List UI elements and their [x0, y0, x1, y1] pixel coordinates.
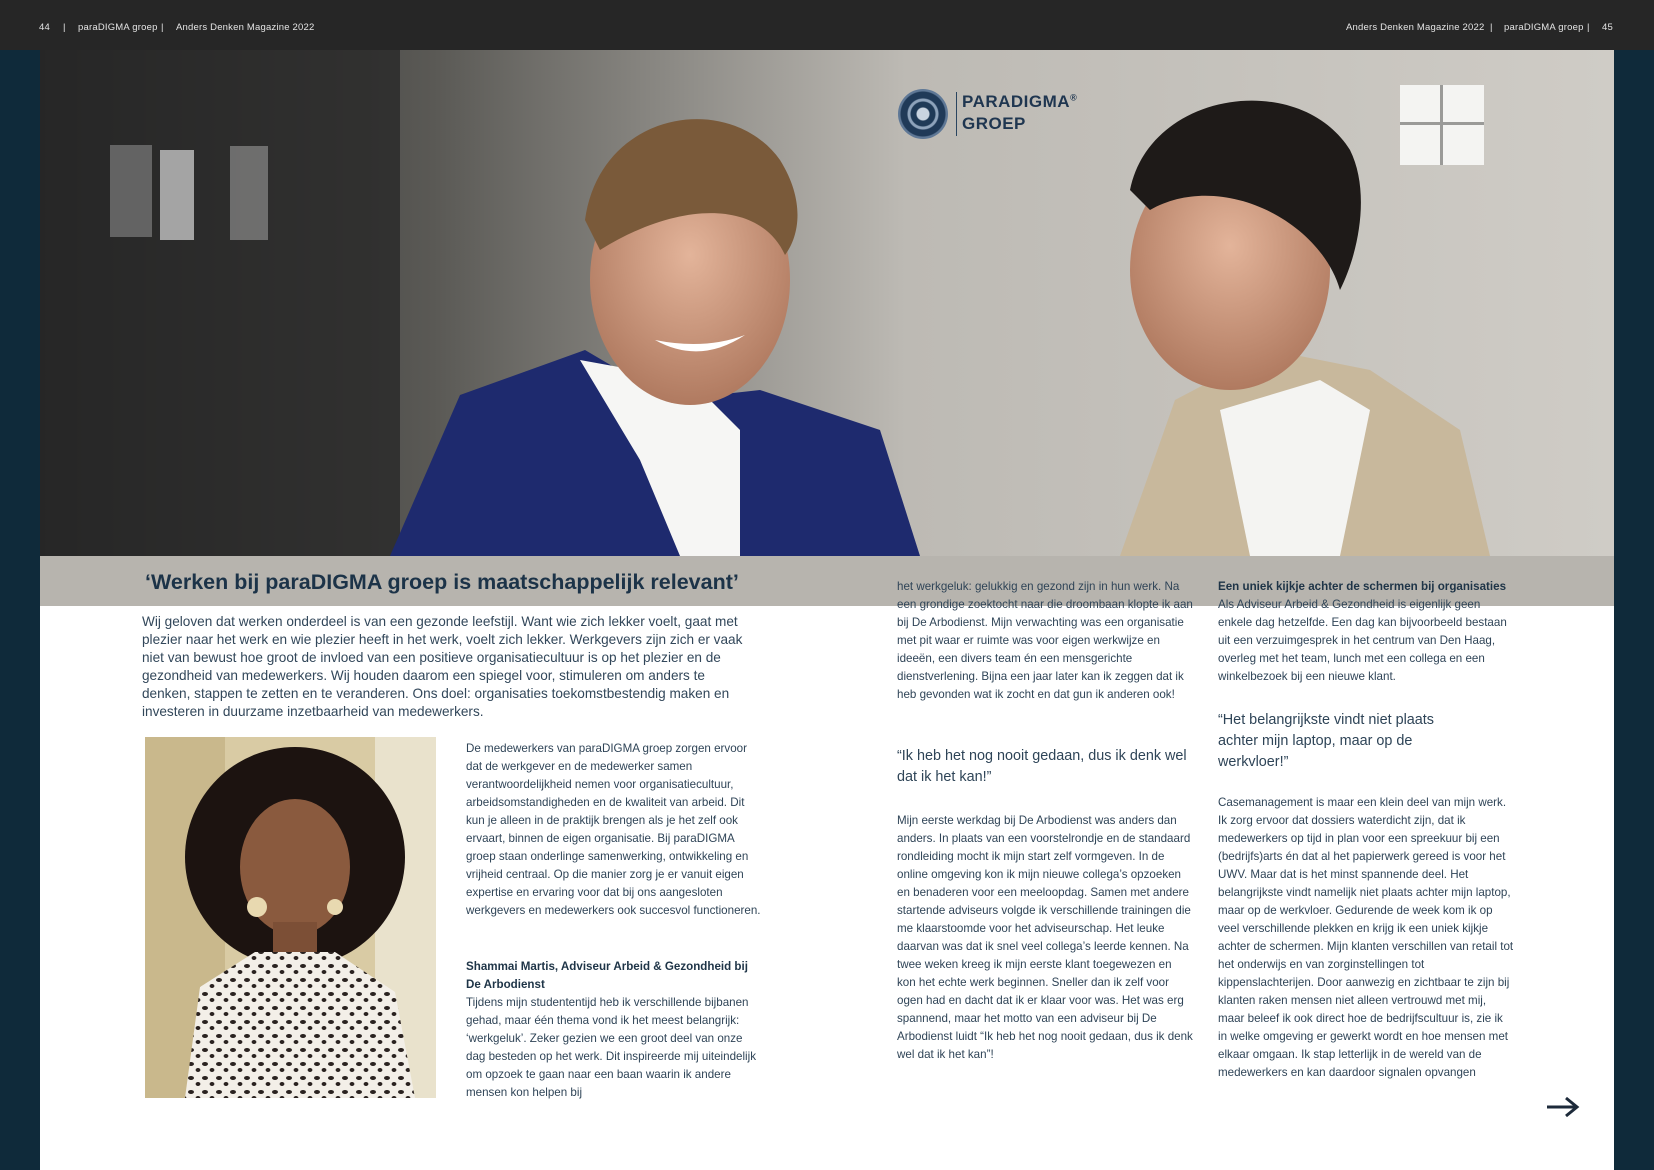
logo-line-1: PARADIGMA®	[962, 92, 1078, 111]
article-headline: ‘Werken bij paraDIGMA groep is maatschappelijk relevant’	[145, 570, 739, 594]
column3-subheading: Een uniek kijkje achter de schermen bij organisaties	[1218, 580, 1507, 593]
column3-paragraph-2: Casemanagement is maar een klein deel van mijn werk. Ik zorg ervoor dat dossiers waterdicht zijn, dat ik medewerkers op tijd in plan voor een spreekuur bij een (bedrijfs)arts én dat al het papierwerk gereed is voor het UWV. Maar dat is het minst spannende deel. Het belangrijkste vindt namelijk niet plaats achter mijn laptop, maar op de werkvloer. Gedurende de week kom ik op veel verschillende plekken en krijg ik een uniek kijkje achter de schermen. Mijn klanten verschillen van retail tot het onderwijs en van zorginstellingen tot kippenslachterijen. Door aanwezig en zichtbaar te zijn bij klanten raken mensen niet alleen vertrouwd met mij, maar beleef ik ook direct hoe de bedrijfscultuur is, zie ik in welke omgeving er gewerkt wordt en hoe mensen met elkaar omgaan. Ik stap letterlijk in de wereld van de medewerkers en kan daardoor signalen opvangen	[1218, 796, 1514, 1079]
portrait-photo	[145, 737, 436, 1098]
header-separator: |	[161, 22, 164, 33]
right-page-number: 45	[1602, 22, 1613, 33]
paradigma-logo	[898, 88, 1078, 144]
header-separator: |	[1490, 22, 1493, 33]
logo-line-2: GROEP	[962, 114, 1026, 133]
column1-story: Tijdens mijn studententijd heb ik verschillende bijbanen gehad, maar één thema vond ik het meest belangrijk: ‘werkgeluk’. Zeker gezien we een groot deel van onze dag besteden op het werk. Dit inspireerde mij uiteindelijk om opzoek te gaan naar een baan waarin ik andere mensen kon helpen bij	[466, 996, 757, 1099]
column1-byline: Shammai Martis, Adviseur Arbeid & Gezondheid bij De Arbodienst	[466, 960, 748, 991]
column2-paragraph-1: het werkgeluk: gelukkig en gezond zijn in hun werk. Na een grondige zoektocht naar die droombaan klopte ik aan bij De Arbodienst. Mijn verwachting was een organisatie met pit waar er ruimte was voor eigen werkwijze en ideeën, een divers team én een mensgerichte dienstverlening. Bijna een jaar later kan ik zeggen dat ik heb gevonden wat ik zocht en dat gun ik anderen ook!	[897, 580, 1193, 701]
header-separator: |	[1587, 22, 1590, 33]
left-brand: paraDIGMA groep	[78, 22, 158, 33]
left-magazine-title: Anders Denken Magazine 2022	[176, 22, 315, 33]
left-page-number: 44	[39, 22, 50, 33]
arrow-right-icon[interactable]	[1546, 1096, 1580, 1118]
column3-pull-quote: “Het belangrijkste vindt niet plaats achter mijn laptop, maar op de werkvloer!”	[1218, 712, 1434, 770]
logo-divider	[956, 92, 957, 136]
header-separator: |	[63, 22, 66, 33]
concentric-circle-logo-icon	[898, 89, 948, 139]
column2-pull-quote: “Ik heb het nog nooit gedaan, dus ik denk wel dat ik het kan!”	[897, 748, 1187, 785]
column2-paragraph-2: Mijn eerste werkdag bij De Arbodienst was anders dan anders. In plaats van een voorstelrondje en de standaard rondleiding mocht ik mijn start zelf vormgeven. In de online omgeving kon ik mijn nieuwe collega’s opzoeken en benaderen voor een meeloopdag. Samen met andere startende adviseurs volgde ik verschillende trainingen die me klaarstoomde voor het adviseurschap. Het leuke daarvan was dat ik snel veel collega’s leerde kennen. Na twee weken kreeg ik mijn eerste klant toegewezen en kon het echte werk beginnen. Sneller dan ik zelf voor ogen had en dacht dat ik er klaar voor was. Het was erg spannend, maar het motto van een adviseur bij De Arbodienst luidt “Ik heb het nog nooit gedaan, dus ik denk wel dat ik het kan”!	[897, 814, 1193, 1061]
running-header	[0, 0, 1654, 50]
article-intro: Wij geloven dat werken onderdeel is van een gezonde leefstijl. Want wie zich lekker voelt, gaat met plezier naar het werk en wie plezier heeft in het werk, voelt zich lekker. Werkgevers zijn zich er vaak niet van bewust hoe groot de invloed van een positieve organisatiecultuur is op het plezier en de gezondheid van medewerkers. Wij houden daarom een spiegel voor, stimuleren om anders te denken, stappen te zetten en te veranderen. Ons doel: organisaties toekomstbestendig maken en investeren in duurzame inzetbaarheid van medewerkers.	[142, 614, 743, 720]
column3-paragraph-1: Als Adviseur Arbeid & Gezondheid is eigenlijk geen enkele dag hetzelfde. Een dag kan bijvoorbeeld bestaan uit een verzuimgesprek in het centrum van Den Haag, overleg met het team, lunch met een collega en een winkelbezoek bij een nieuwe klant.	[1218, 598, 1507, 683]
right-brand: paraDIGMA groep	[1504, 22, 1584, 33]
column1-paragraph: De medewerkers van paraDIGMA groep zorgen ervoor dat de werkgever en de medewerker samen verantwoordelijkheid nemen voor organisatiecultuur, arbeidsomstandigheden en de kwaliteit van arbeid. Dit kun je alleen in de praktijk brengen als je het zelf ook ervaart, binnen de eigen organisatie. Bij paraDIGMA groep staan onderlinge samenwerking, ontwikkeling en vrijheid centraal. Op die manier zorg je er vanuit eigen expertise en ervaring voor dat bij ons aangesloten werkgevers en medewerkers ook succesvol functioneren.	[466, 742, 761, 917]
hero-photo	[40, 50, 1614, 606]
right-magazine-title: Anders Denken Magazine 2022	[1346, 22, 1485, 33]
